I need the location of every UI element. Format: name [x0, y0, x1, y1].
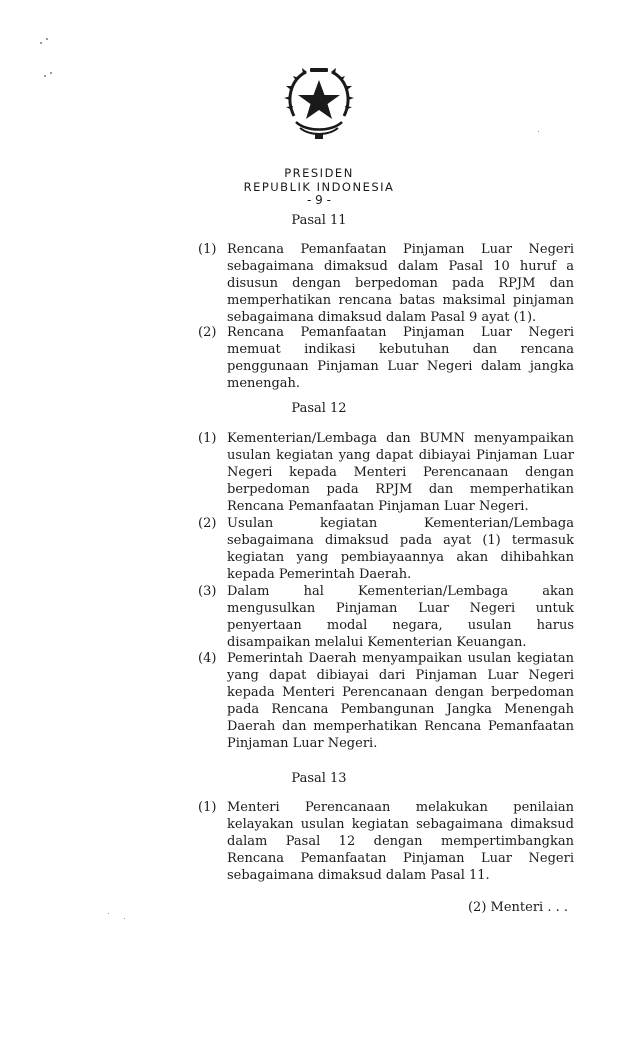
scan-speck	[46, 38, 48, 40]
list-item	[198, 430, 574, 515]
item-text: Rencana Pemanfaatan Pinjaman Luar Negeri sebagaimana dimaksud dalam Pasal 10 huruf a disusun dengan berpedoman pada RPJM dan memperhatikan rencana batas maksimal pinjaman sebagaimana dimaksud dalam Pasal 9 ayat (1).	[227, 242, 574, 325]
list-item	[198, 324, 574, 392]
header-republik-indonesia: REPUBLIK INDONESIA	[243, 180, 395, 194]
list-item	[198, 799, 574, 884]
continuation-text: (2) Menteri . . .	[467, 900, 568, 915]
item-number: (2)	[198, 516, 217, 531]
list-item	[198, 583, 574, 651]
item-number: (2)	[198, 325, 217, 340]
scan-speck	[50, 72, 52, 74]
scan-speck	[124, 918, 125, 919]
item-text: Kementerian/Lembaga dan BUMN menyampaikan usulan kegiatan yang dapat dibiayai Pinjaman Luar Negeri kepada Menteri Perencanaan dengan berpedoman pada RPJM dan memperhatikan Rencana Pemanfaatan Pinjaman Luar Negeri.	[227, 431, 574, 514]
section-title: Pasal 12	[291, 401, 347, 416]
section-title: Pasal 11	[291, 213, 347, 228]
header-presiden: PRESIDEN	[284, 166, 354, 180]
page-number: - 9 -	[307, 193, 331, 207]
item-text: Pemerintah Daerah menyampaikan usulan kegiatan yang dapat dibiayai dari Pinjaman Luar Negeri kepada Menteri Perencanaan dengan berpedoman pada Rencana Pembangunan Jangka Menengah Daerah dan memperhatikan Rencana Pemanfaatan Pinjaman Luar Negeri.	[227, 651, 574, 751]
item-text: Rencana Pemanfaatan Pinjaman Luar Negeri memuat indikasi kebutuhan dan rencana penggunaan Pinjaman Luar Negeri dalam jangka menengah.	[227, 325, 574, 391]
item-number: (3)	[198, 584, 217, 599]
list-item	[198, 241, 574, 326]
list-item	[198, 650, 574, 752]
item-number: (1)	[198, 242, 217, 257]
section-title: Pasal 13	[291, 771, 347, 786]
list-item	[198, 515, 574, 583]
item-number: (1)	[198, 431, 217, 446]
scan-speck	[538, 131, 539, 132]
item-number: (4)	[198, 651, 217, 666]
item-number: (1)	[198, 800, 217, 815]
item-text: Dalam hal Kementerian/Lembaga akan mengusulkan Pinjaman Luar Negeri untuk penyertaan modal negara, usulan harus disampaikan melalui Kementerian Keuangan.	[227, 584, 574, 650]
scan-speck	[40, 42, 42, 44]
scan-speck	[108, 913, 109, 914]
item-text: Usulan kegiatan Kementerian/Lembaga sebagaimana dimaksud pada ayat (1) termasuk kegiatan yang pembiayaannya akan dihibahkan kepada Pemerintah Daerah.	[227, 516, 574, 582]
scan-speck	[44, 75, 46, 77]
item-text: Menteri Perencanaan melakukan penilaian kelayakan usulan kegiatan sebagaimana dimaksud dalam Pasal 12 dengan mempertimbangkan Rencana Pemanfaatan Pinjaman Luar Negeri sebagaimana dimaksud dalam Pasal 11.	[227, 800, 574, 883]
garuda-star-emblem-icon	[284, 64, 354, 144]
